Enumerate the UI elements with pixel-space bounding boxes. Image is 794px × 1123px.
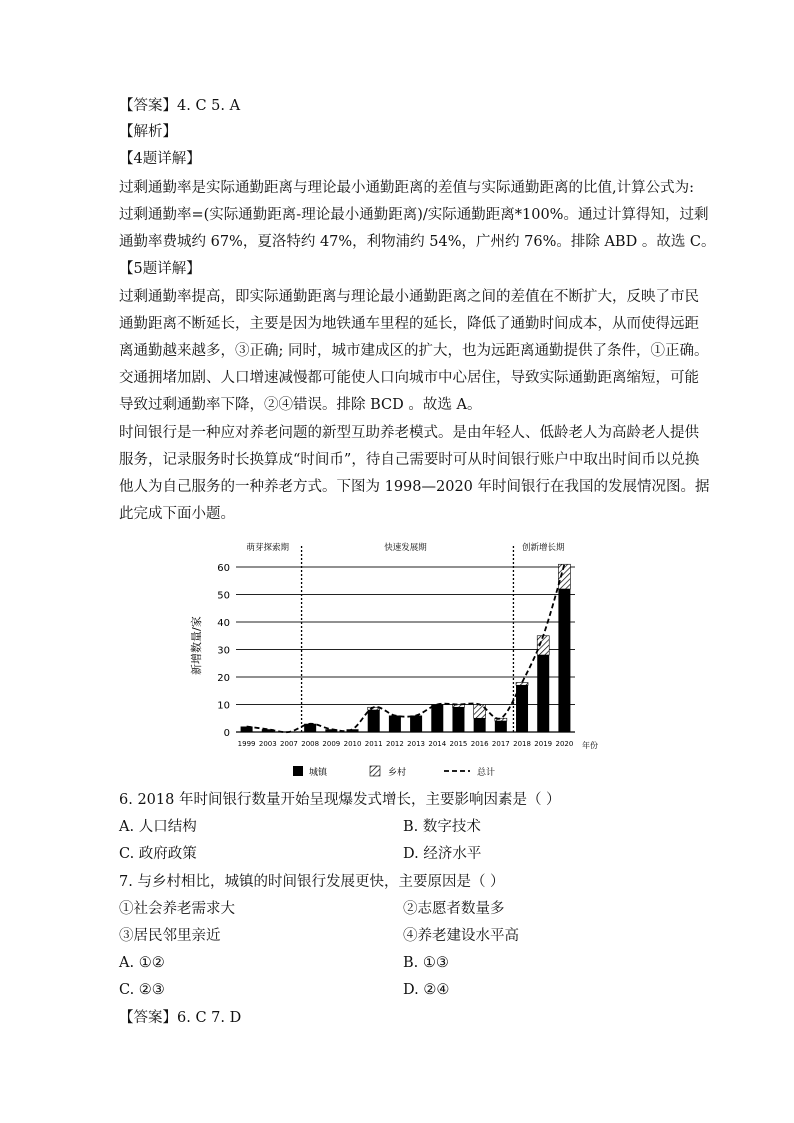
x-tick-label: 2003 [258, 740, 277, 748]
x-tick-label: 2013 [407, 740, 426, 748]
q7-statement-1: ①社会养老需求大 [119, 901, 235, 917]
bar-urban [537, 655, 549, 732]
answer-line-1: 【答案】4. C 5. A [119, 98, 241, 114]
bar-urban [474, 718, 486, 732]
y-tick-label: 60 [217, 563, 230, 574]
intro-text-3: 他人为自己服务的一种养老方式。下图为 1998—2020 年时间银行在我国的发展情况图。据 [119, 479, 710, 495]
y-axis-label: 新增数量/家 [190, 616, 203, 675]
x-tick-label: 2011 [364, 740, 383, 748]
intro-text-1: 时间银行是一种应对养老问题的新型互助养老模式。是由年轻人、低龄老人为高龄老人提供 [119, 425, 699, 441]
q6-option-b[interactable]: B. 数字技术 [403, 819, 481, 835]
q6-option-c[interactable]: C. 政府政策 [119, 846, 197, 862]
y-tick-label: 10 [217, 700, 230, 712]
q5-text-2: 通勤距离不断延长，主要是因为地铁通车里程的延长，降低了通勤时间成本，从而使得远距 [119, 316, 699, 332]
intro-text-4: 此完成下面小题。 [119, 506, 235, 522]
bar-urban [452, 707, 464, 732]
y-tick-label: 40 [217, 618, 230, 629]
q7-option-c[interactable]: C. ②③ [119, 982, 165, 998]
phase-label: 快速发展期 [384, 543, 427, 553]
y-tick-label: 50 [217, 590, 230, 602]
phase-label: 创新增长期 [521, 543, 565, 553]
x-tick-label: 2018 [513, 740, 531, 748]
legend-rural: 乡村 [388, 768, 407, 778]
bar-urban [558, 589, 570, 732]
q6-option-a[interactable]: A. 人口结构 [119, 819, 197, 835]
q7-stem: 7. 与乡村相比，城镇的时间银行发展更快，主要原因是（ ） [119, 874, 505, 890]
bar-urban [368, 710, 380, 732]
x-tick-label: 2015 [449, 740, 468, 748]
x-tick-label: 2014 [428, 740, 447, 748]
bar-urban [389, 716, 401, 733]
q5-text-5: 导致过剩通勤率下降，②④错误。排除 BCD 。故选 A。 [119, 397, 482, 413]
q7-statement-4: ④养老建设水平高 [403, 928, 519, 944]
bar-urban [304, 724, 316, 732]
x-tick-label: 2019 [534, 740, 553, 748]
bar-rural [474, 705, 486, 719]
legend-swatch-rural [370, 766, 380, 776]
q7-statement-3: ③居民邻里亲近 [119, 928, 221, 944]
analysis-label: 【解析】 [119, 124, 177, 140]
time-bank-chart [180, 535, 610, 785]
y-tick-label: 20 [217, 673, 230, 684]
x-tick-label: 2008 [301, 740, 320, 748]
bar-urban [495, 721, 507, 732]
bar-urban [410, 716, 422, 733]
q7-statement-2: ②志愿者数量多 [403, 901, 505, 917]
q5-label: 【5题详解】 [119, 261, 201, 277]
x-tick-label: 2007 [280, 740, 298, 748]
answer-line-2: 【答案】6. C 7. D [119, 1010, 242, 1026]
q5-text-4: 交通拥堵加剧、人口增速减慢都可能使人口向城市中心居住，导致实际通勤距离缩短，可能 [119, 370, 699, 386]
q5-text-1: 过剩通勤率提高，即实际通勤距离与理论最小通勤距离之间的差值在不断扩大，反映了市民 [119, 289, 699, 305]
q6-stem: 6. 2018 年时间银行数量开始呈现爆发式增长，主要影响因素是（ ） [119, 792, 561, 808]
q7-option-b[interactable]: B. ①③ [403, 955, 449, 971]
q6-option-d[interactable]: D. 经济水平 [403, 846, 482, 862]
x-tick-label: 1999 [237, 740, 256, 748]
x-tick-label: 2012 [385, 740, 404, 748]
x-tick-label: 2009 [322, 740, 341, 748]
q4-text-3: 通勤率费城约 67%，夏洛特约 47%，利物浦约 54%，广州约 76%。排除 ABD 。故选 C。 [119, 234, 716, 250]
x-tick-label: 2020 [555, 740, 574, 748]
legend-swatch-urban [293, 766, 303, 776]
q4-text-2: 过剩通勤率=(实际通勤距离-理论最小通勤距离)/实际通勤距离*100%。通过计算得知，过剩 [119, 207, 709, 223]
y-tick-label: 0 [223, 728, 230, 739]
y-tick-label: 30 [217, 645, 230, 657]
bar-urban [431, 705, 443, 733]
q4-text-1: 过剩通勤率是实际通勤距离与理论最小通勤距离的差值与实际通勤距离的比值,计算公式为: [119, 180, 694, 196]
q5-text-3: 离通勤越来越多，③正确; 同时，城市建成区的扩大，也为远距离通勤提供了条件，①正确。 [119, 343, 709, 359]
phase-label: 萌芽探索期 [246, 543, 290, 553]
bar-rural [516, 683, 528, 686]
x-axis-label: 年份 [582, 741, 598, 750]
intro-text-2: 服务，记录服务时长换算成“时间币”，待自己需要时可从时间银行账户中取出时间币以兑换 [119, 452, 700, 468]
q7-option-d[interactable]: D. ②④ [403, 982, 450, 998]
x-tick-label: 2010 [343, 740, 362, 748]
x-tick-label: 2016 [470, 740, 489, 748]
legend-urban: 城镇 [309, 768, 328, 778]
q7-option-a[interactable]: A. ①② [119, 955, 165, 971]
q4-label: 【4题详解】 [119, 151, 201, 167]
x-tick-label: 2017 [491, 740, 510, 748]
legend-total: 总计 [477, 768, 496, 778]
